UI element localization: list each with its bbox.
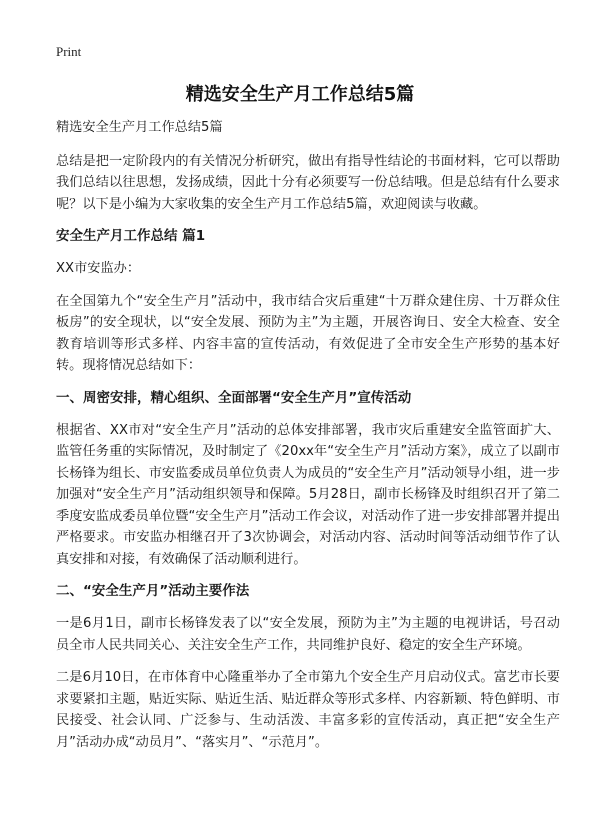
body-paragraph: 在全国第九个“安全生产月”活动中，我市结合灾后重建“十万群众建住房、十万群众住板房”的安全现状，以“安全发展、预防为主”为主题，开展咨询日、安全大检查、安全教育培训等形式多样、内容丰富的宣传活动，有效促进了全市安全生产形势的基本好转。现将情况总结如下： bbox=[56, 293, 560, 373]
article-body bbox=[56, 117, 560, 764]
salutation: XX市安监办： bbox=[56, 261, 141, 276]
print-link[interactable]: Print bbox=[56, 44, 82, 59]
article-subtitle: 精选安全生产月工作总结5篇 bbox=[56, 120, 223, 135]
intro-paragraph: 总结是把一定阶段内的有关情况分析研究，做出有指导性结论的书面材料，它可以帮助我们总结以往思想，发扬成绩，因此十分有必须要写一份总结哦。但是总结有什么要求呢？以下是小编为大家收集的安全生产月工作总结5篇，欢迎阅读与收藏。 bbox=[56, 153, 560, 212]
body-paragraph: 一是6月1日，副市长杨锋发表了以“安全发展，预防为主”为主题的电视讲话，号召动员全市人民共同关心、关注安全生产工作，共同维护良好、稳定的安全生产环境。 bbox=[56, 616, 560, 653]
section-heading: 安全生产月工作总结 篇1 bbox=[56, 228, 206, 244]
body-paragraph: 二是6月10日，在市体育中心隆重举办了全市第九个安全生产月启动仪式。富艺市长要求要紧扣主题，贴近实际、贴近生活、贴近群众等形式多样、内容新颖、特色鲜明、市民接受、社会认同、广泛参与、生动活泼、丰富多彩的宣传活动，真正把“安全生产月”活动办成“动员月”、“落实月”、“示范月”。 bbox=[56, 670, 560, 750]
subsection-heading: 二、“安全生产月”活动主要作法 bbox=[56, 583, 250, 599]
page-title: 精选安全生产月工作总结5篇 bbox=[185, 84, 415, 105]
body-paragraph: 根据省、XX市对“安全生产月”活动的总体安排部署，我市灾后重建安全监管面扩大、监管任务重的实际情况，及时制定了《20xx年“安全生产月”活动方案》，成立了以副市长杨锋为组长、市安监委成员单位负责人为成员的“安全生产月”活动领导小组，进一步加强对“安全生产月”活动组织领导和保障。5月28日，副市长杨锋及时组织召开了第二季度安监成委员单位暨“安全生产月”活动工作会议，对活动作了进一步安排部署并提出严格要求。市安监办相继召开了3次协调会，对活动内容、活动时间等活动细节作了认真安排和对接，有效确保了活动顺利进行。 bbox=[56, 422, 560, 567]
subsection-heading: 一、周密安排，精心组织、全面部署“安全生产月”宣传活动 bbox=[56, 389, 412, 406]
